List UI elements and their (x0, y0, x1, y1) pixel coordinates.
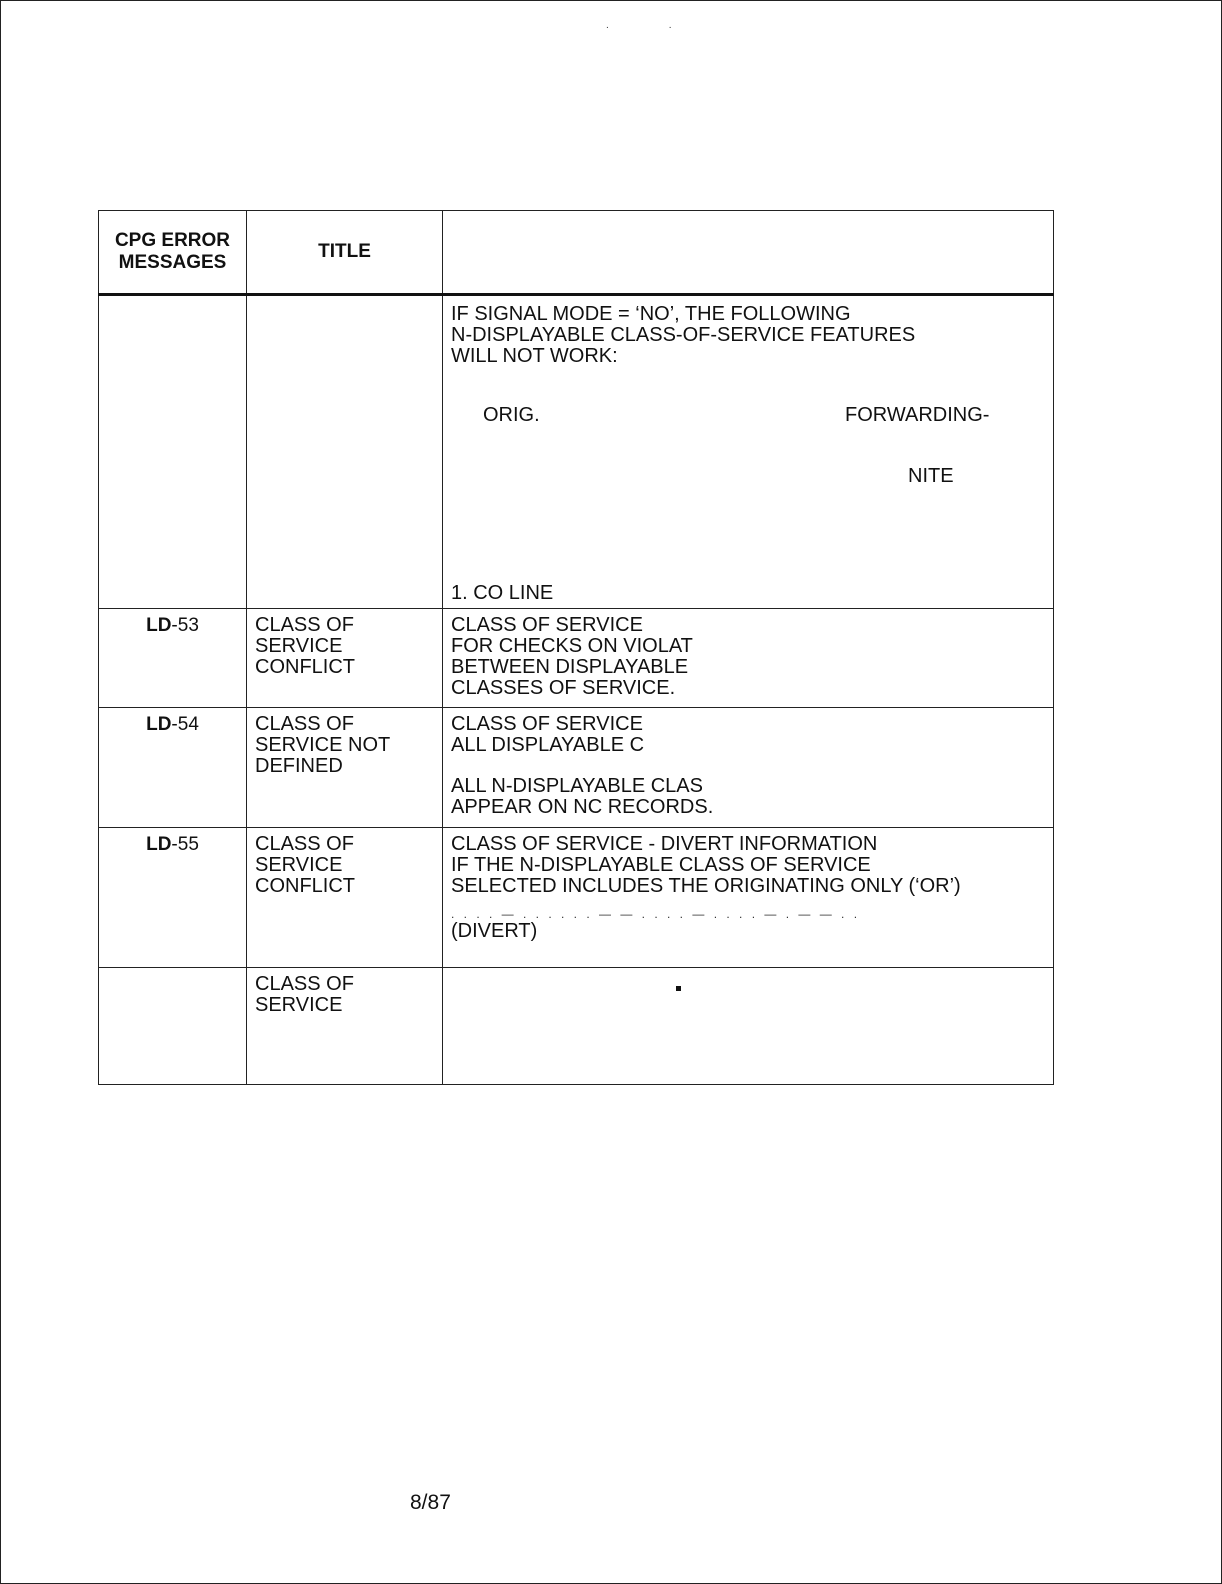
code-prefix: LD (146, 714, 172, 735)
table-header-row (99, 211, 1054, 295)
description-cell: CLASS OF SERVICE - DIVERT INFORMATION IF THE N-DISPLAYABLE CLASS OF SERVICE SELECTED INCLUDES THE ORIGINATING ONLY (‘OR’) . . . . — . . . . . . — — . . . . — . . . . — . — — . . (DIVERT) (443, 828, 1054, 968)
page-number: 8/87 (410, 1491, 451, 1514)
title-cell (247, 295, 443, 609)
header-cpg-error-messages: CPG ERROR MESSAGES (99, 211, 247, 295)
desc-line: IF SIGNAL MODE = ‘NO’, THE FOLLOWING (451, 303, 851, 325)
code-cell (99, 828, 247, 968)
table-row (99, 609, 1054, 708)
table-row (99, 295, 1054, 609)
description-cell: CLASS OF SERVICE FOR CHECKS ON VIOLAT BETWEEN DISPLAYABLE CLASSES OF SERVICE. (443, 609, 1054, 708)
title-cell: CLASS OF SERVICE (247, 968, 443, 1085)
description-cell (443, 968, 1054, 1085)
header-description (443, 211, 1054, 295)
code-cell (99, 968, 247, 1085)
title-cell: CLASS OF SERVICE CONFLICT (247, 609, 443, 708)
desc-nite: NITE (908, 465, 954, 487)
desc-orig: ORIG. (483, 404, 540, 426)
desc-item: 1. CO LINE (451, 582, 554, 604)
table-row (99, 708, 1054, 828)
code-cell (99, 295, 247, 609)
code-prefix: LD (146, 834, 172, 855)
code-cell (99, 708, 247, 828)
table-row (99, 968, 1054, 1085)
description-cell (443, 295, 1054, 609)
bullet-dot (676, 986, 681, 991)
cpg-error-table (98, 210, 1054, 1085)
desc-line: N-DISPLAYABLE CLASS-OF-SERVICE FEATURES (451, 324, 916, 346)
code-number: -55 (171, 834, 199, 855)
code-prefix: LD (146, 615, 172, 636)
desc-line: WILL NOT WORK: (451, 345, 618, 367)
illegible-dashes: . . . . — . . . . . . — — . . . . — . . . . — . — — . . (451, 907, 861, 921)
scan-marks: .. (606, 20, 732, 31)
table-row (99, 828, 1054, 968)
description-cell: CLASS OF SERVICE ALL DISPLAYABLE C ALL N-DISPLAYABLE CLAS APPEAR ON NC RECORDS. (443, 708, 1054, 828)
header-title: TITLE (247, 211, 443, 295)
title-cell: CLASS OF SERVICE NOT DEFINED (247, 708, 443, 828)
title-cell: CLASS OF SERVICE CONFLICT (247, 828, 443, 968)
code-number: -53 (171, 615, 199, 636)
code-cell (99, 609, 247, 708)
desc-forwarding: FORWARDING- (845, 404, 990, 426)
code-number: -54 (171, 714, 199, 735)
